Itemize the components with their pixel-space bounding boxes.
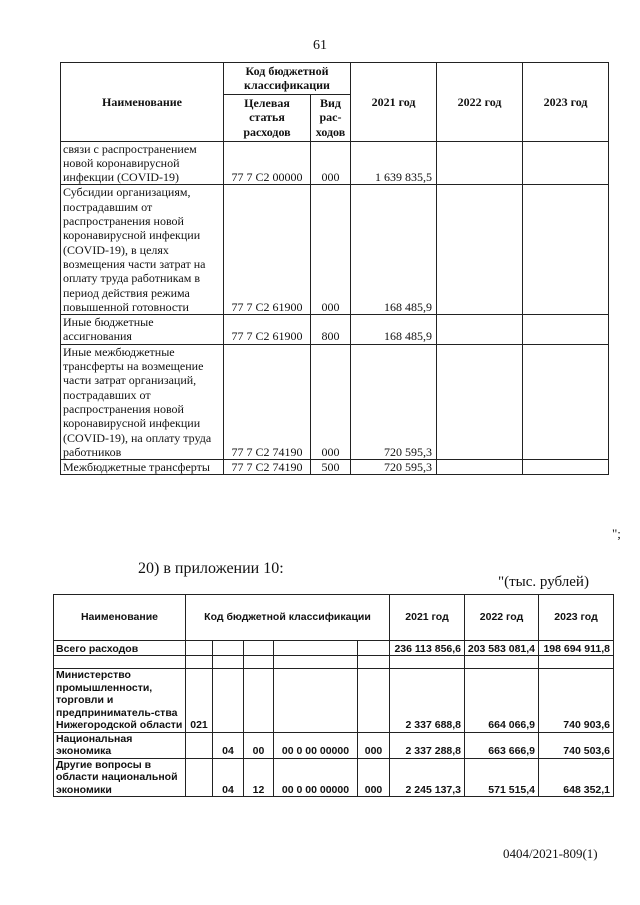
header-code-group: Код бюджетной классификации	[186, 595, 390, 641]
cell-2021: 2 337 288,8	[390, 732, 465, 758]
cell-name: Другие вопросы в области национальной экономики	[54, 758, 186, 797]
header-code-group: Код бюджетной классификации	[224, 63, 351, 95]
cell-2022	[437, 315, 523, 345]
cell-2023	[523, 315, 609, 345]
cell-name	[54, 656, 186, 669]
cell-2022: 663 666,9	[465, 732, 539, 758]
cell-target: 77 7 С2 74190	[224, 460, 311, 475]
cell-target	[274, 656, 358, 669]
cell-type: 000	[311, 141, 351, 185]
budget-table-continued	[60, 62, 609, 475]
cell-target	[274, 641, 358, 656]
header-type: Вид рас-ходов	[311, 94, 351, 141]
table-row	[54, 656, 614, 669]
cell-subsection: 12	[244, 758, 274, 797]
cell-2023	[523, 185, 609, 315]
cell-section: 04	[213, 732, 244, 758]
table-row	[54, 669, 614, 733]
cell-target: 00 0 00 00000	[274, 758, 358, 797]
table-row	[61, 185, 609, 315]
table-row	[61, 344, 609, 459]
header-name: Наименование	[61, 63, 224, 142]
cell-type	[358, 656, 390, 669]
cell-name: Всего расходов	[54, 641, 186, 656]
cell-section	[213, 641, 244, 656]
cell-2021: 236 113 856,6	[390, 641, 465, 656]
cell-section	[213, 669, 244, 733]
cell-type: 000	[358, 732, 390, 758]
units-note: "(тыс. рублей)	[498, 574, 589, 590]
cell-2021: 168 485,9	[351, 315, 437, 345]
header-2021: 2021 год	[390, 595, 465, 641]
cell-2021	[390, 656, 465, 669]
cell-2022	[437, 185, 523, 315]
cell-target: 77 7 С2 61900	[224, 315, 311, 345]
cell-ministry-code	[186, 656, 213, 669]
cell-type: 800	[311, 315, 351, 345]
cell-name: связи с распространением новой коронавирусной инфекции (COVID-19)	[61, 141, 224, 185]
cell-target: 00 0 00 00000	[274, 732, 358, 758]
document-code: 0404/2021-809(1)	[503, 846, 598, 861]
cell-ministry-code	[186, 641, 213, 656]
section-heading: 20) в приложении 10:	[138, 560, 284, 577]
table-row	[54, 732, 614, 758]
cell-2022	[437, 141, 523, 185]
cell-2022: 664 066,9	[465, 669, 539, 733]
cell-2021: 720 595,3	[351, 460, 437, 475]
appendix-10-table	[53, 594, 614, 797]
cell-2023	[539, 656, 614, 669]
cell-type: 000	[311, 344, 351, 459]
table-row	[54, 641, 614, 656]
cell-type: 000	[358, 758, 390, 797]
cell-name: Министерство промышленности, торговли и предприниматель-ства Нижегородской области	[54, 669, 186, 733]
table-row	[61, 315, 609, 345]
cell-ministry-code: 021	[186, 669, 213, 733]
table-row	[61, 141, 609, 185]
cell-2023: 740 503,6	[539, 732, 614, 758]
header-2023: 2023 год	[523, 63, 609, 142]
cell-2022: 571 515,4	[465, 758, 539, 797]
header-2022: 2022 год	[465, 595, 539, 641]
header-2022: 2022 год	[437, 63, 523, 142]
cell-2022	[465, 656, 539, 669]
header-name: Наименование	[54, 595, 186, 641]
table-row	[54, 758, 614, 797]
cell-2021: 168 485,9	[351, 185, 437, 315]
cell-type: 500	[311, 460, 351, 475]
cell-target	[274, 669, 358, 733]
cell-2023	[523, 344, 609, 459]
cell-2021: 2 337 688,8	[390, 669, 465, 733]
cell-section: 04	[213, 758, 244, 797]
cell-subsection	[244, 641, 274, 656]
cell-name: Межбюджетные трансферты	[61, 460, 224, 475]
cell-2022: 203 583 081,4	[465, 641, 539, 656]
cell-type	[358, 669, 390, 733]
header-2023: 2023 год	[539, 595, 614, 641]
cell-name: Национальная экономика	[54, 732, 186, 758]
cell-ministry-code	[186, 732, 213, 758]
cell-type	[358, 641, 390, 656]
cell-name: Субсидии организациям, пострадавшим от распространения новой коронавирусной инфекции (COVID-19), в целях возмещения части затрат на оплату труда работникам в период действия режима повышенной готовности	[61, 185, 224, 315]
table-row	[61, 460, 609, 475]
cell-2021: 1 639 835,5	[351, 141, 437, 185]
cell-subsection	[244, 669, 274, 733]
header-target: Целевая статья расходов	[224, 94, 311, 141]
cell-name: Иные межбюджетные трансферты на возмещение части затрат организаций, пострадавших от распространения новой коронавирусной инфекции (COVID-19), на оплату труда работников	[61, 344, 224, 459]
cell-subsection: 00	[244, 732, 274, 758]
cell-target: 77 7 С2 00000	[224, 141, 311, 185]
cell-2023: 648 352,1	[539, 758, 614, 797]
cell-2022	[437, 344, 523, 459]
cell-target: 77 7 С2 74190	[224, 344, 311, 459]
cell-2023	[523, 141, 609, 185]
cell-type: 000	[311, 185, 351, 315]
cell-target: 77 7 С2 61900	[224, 185, 311, 315]
cell-2023	[523, 460, 609, 475]
cell-2021: 2 245 137,3	[390, 758, 465, 797]
cell-subsection	[244, 656, 274, 669]
page-number: 61	[313, 38, 327, 53]
cell-2023: 740 903,6	[539, 669, 614, 733]
cell-2022	[437, 460, 523, 475]
cell-section	[213, 656, 244, 669]
cell-name: Иные бюджетные ассигнования	[61, 315, 224, 345]
cell-ministry-code	[186, 758, 213, 797]
cell-2021: 720 595,3	[351, 344, 437, 459]
cell-2023: 198 694 911,8	[539, 641, 614, 656]
header-2021: 2021 год	[351, 63, 437, 142]
closing-quote: ";	[612, 526, 621, 541]
